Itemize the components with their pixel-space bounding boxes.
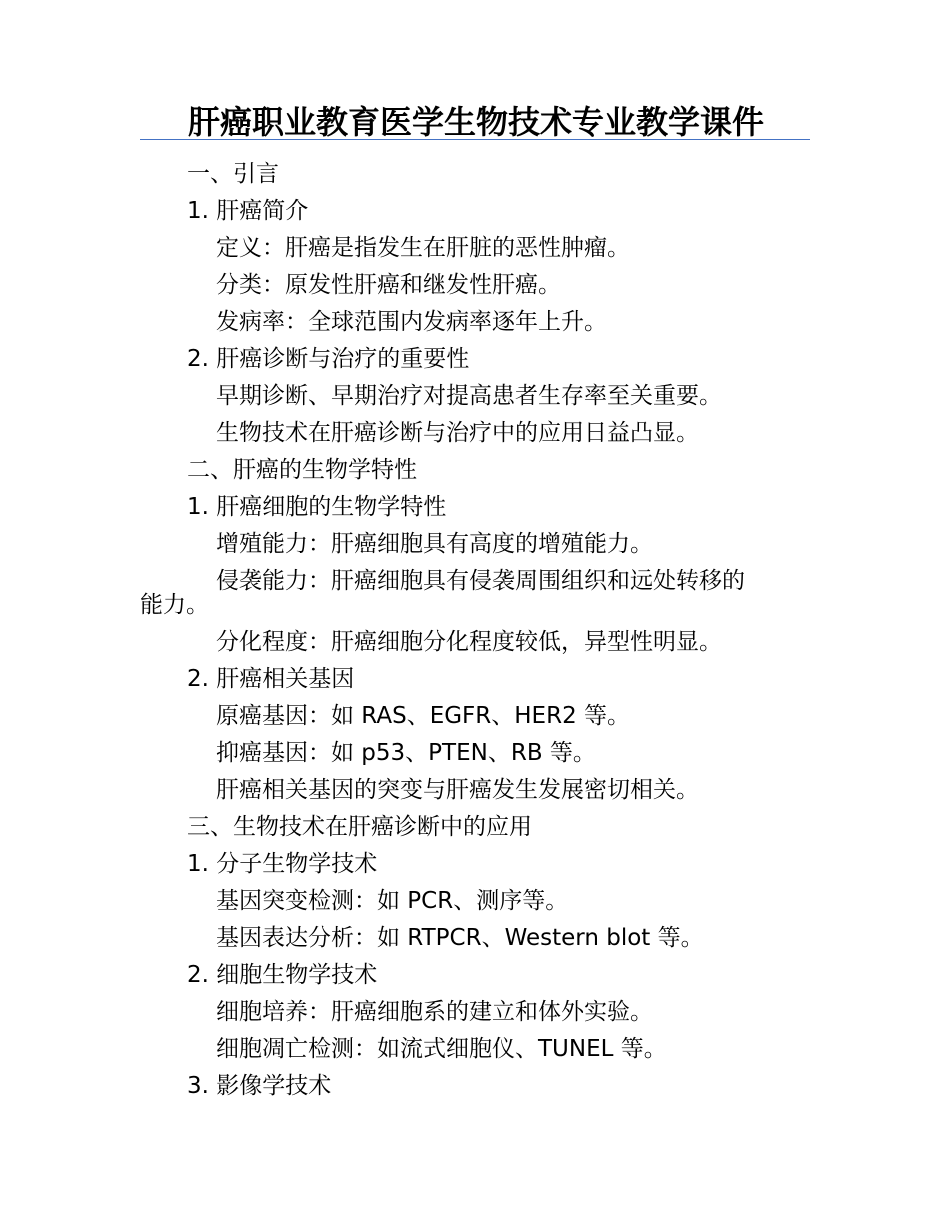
body-line: 侵袭能力：肝癌细胞具有侵袭周围组织和远处转移的 bbox=[216, 568, 745, 594]
body-line: 发病率：全球范围内发病率逐年上升。 bbox=[216, 309, 607, 335]
subsection-heading: 1. 肝癌简介 bbox=[187, 198, 309, 224]
body-line: 基因表达分析：如 RTPCR、Western blot 等。 bbox=[216, 925, 704, 951]
subsection-heading: 2. 细胞生物学技术 bbox=[187, 962, 378, 988]
title-underline bbox=[140, 139, 810, 140]
section-heading-diagnosis: 三、生物技术在肝癌诊断中的应用 bbox=[187, 814, 532, 840]
body-line: 细胞凋亡检测：如流式细胞仪、TUNEL 等。 bbox=[216, 1036, 667, 1062]
section-heading-biology: 二、肝癌的生物学特性 bbox=[187, 457, 417, 483]
body-line-continuation: 能力。 bbox=[140, 592, 209, 618]
body-line: 基因突变检测：如 PCR、测序等。 bbox=[216, 888, 569, 914]
section-heading-intro: 一、引言 bbox=[187, 161, 279, 187]
subsection-heading: 3. 影像学技术 bbox=[187, 1073, 332, 1099]
subsection-heading: 1. 肝癌细胞的生物学特性 bbox=[187, 494, 447, 520]
subsection-heading: 2. 肝癌诊断与治疗的重要性 bbox=[187, 346, 470, 372]
body-line: 原癌基因：如 RAS、EGFR、HER2 等。 bbox=[216, 703, 631, 729]
body-line: 定义：肝癌是指发生在肝脏的恶性肿瘤。 bbox=[216, 235, 630, 261]
body-line: 早期诊断、早期治疗对提高患者生存率至关重要。 bbox=[216, 383, 722, 409]
subsection-heading: 2. 肝癌相关基因 bbox=[187, 666, 355, 692]
body-line: 分类：原发性肝癌和继发性肝癌。 bbox=[216, 272, 561, 298]
body-line: 抑癌基因：如 p53、PTEN、RB 等。 bbox=[216, 740, 596, 766]
subsection-heading: 1. 分子生物学技术 bbox=[187, 851, 378, 877]
body-line: 生物技术在肝癌诊断与治疗中的应用日益凸显。 bbox=[216, 420, 699, 446]
body-line: 肝癌相关基因的突变与肝癌发生发展密切相关。 bbox=[216, 777, 699, 803]
body-line: 细胞培养：肝癌细胞系的建立和体外实验。 bbox=[216, 999, 653, 1025]
document-title: 肝癌职业教育医学生物技术专业教学课件 bbox=[188, 103, 765, 141]
body-line: 分化程度：肝癌细胞分化程度较低，异型性明显。 bbox=[216, 629, 722, 655]
body-line: 增殖能力：肝癌细胞具有高度的增殖能力。 bbox=[216, 531, 653, 557]
